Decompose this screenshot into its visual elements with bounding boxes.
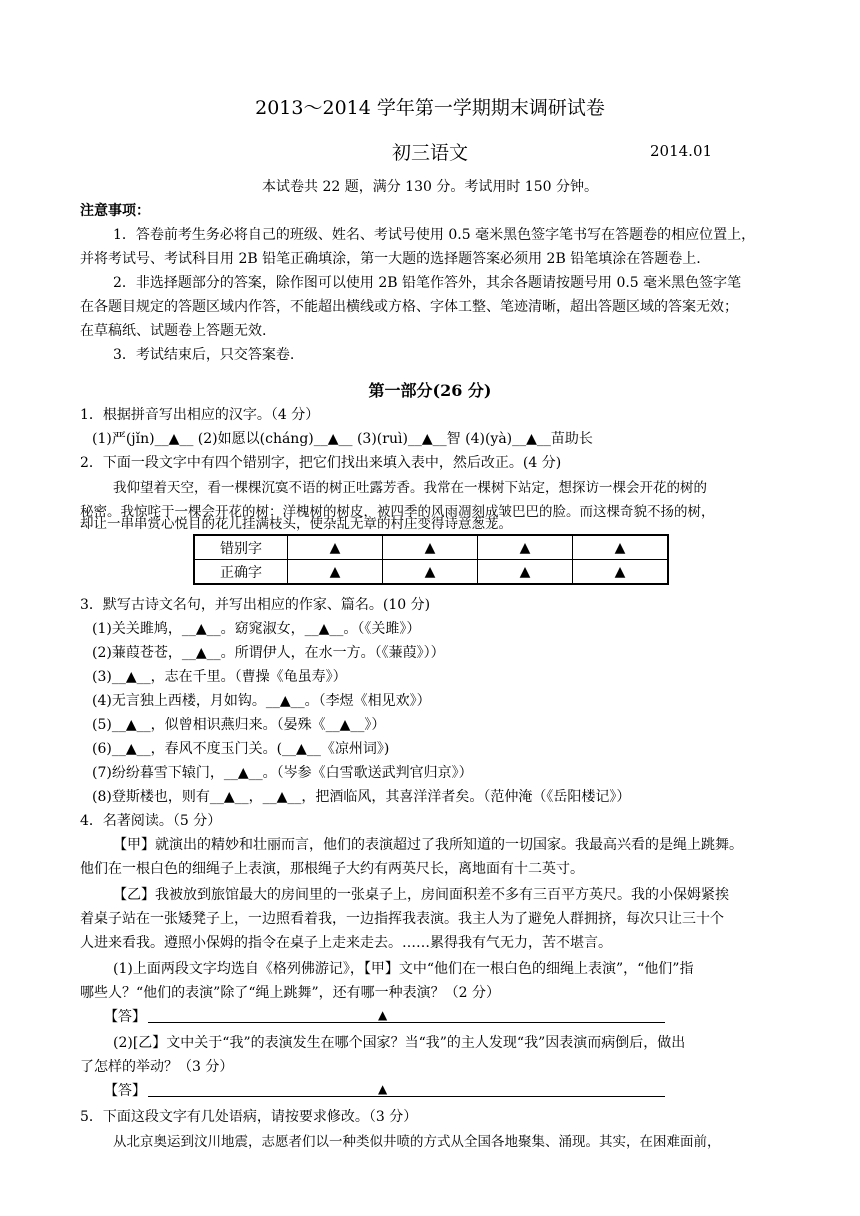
typo-row-label: 错别字 <box>194 535 288 560</box>
notice-line: 并将考试号、考试科目用 2B 铅笔正确填涂，第一大题的选择题答案必须用 2B 铅笔填涂在答题卷上. <box>80 251 701 267</box>
question-3-item: (5)__▲__，似曾相识燕归来。（晏殊《__▲__》） <box>92 717 386 733</box>
question-3-stem: 3．默写古诗文名句，并写出相应的作家、篇名。(10 分) <box>80 597 431 613</box>
answer-mark: ▲ <box>378 1008 388 1022</box>
answer-mark: ▲ <box>288 535 383 560</box>
question-3-item: (7)纷纷暮雪下辕门，__▲__。（岑参《白雪歌送武判官归京》） <box>92 765 473 781</box>
answer-label: 【答】 <box>104 1083 146 1099</box>
notice-line: 在各题目规定的答题区域内作答，不能超出横线或方格、字体工整、笔迹清晰，超出答题区域的答案无效； <box>80 299 738 315</box>
sub-question-1: (1)上面两段文字均选自《格列佛游记》，【甲】文中“他们在一根白色的细绳上表演”，“他们”指 <box>113 961 694 977</box>
sub-question-2: (2)[乙】文中关于“我”的表演发生在哪个国家？当“我”的主人发现“我”因表演而病倒后，做出 <box>113 1035 686 1051</box>
question-2-passage: 秘密。我惊咤于一棵会开花的树：洋槐树的树皮，被四季的风雨凋刻成皱巴巴的脸。而这棵奇貌不扬的树， <box>80 504 715 520</box>
passage-yi: 着桌子站在一张矮凳子上，一边照看着我，一边指挥我表演。我主人为了避免人群拥挤，每次只让三十个 <box>80 911 724 927</box>
answer-label: 【答】 <box>104 1009 146 1025</box>
question-3-item: (8)登斯楼也，则有__▲__，__▲__，把酒临风，其喜洋洋者矣。（范仲淹（《岳阳楼记》） <box>92 789 631 805</box>
exam-subject: 初三语文 <box>391 142 468 164</box>
notice-line: 在草稿纸、试题卷上答题无效. <box>80 323 267 339</box>
answer-mark: ▲ <box>478 560 573 585</box>
passage-jia: 【甲】就演出的精妙和壮丽而言，他们的表演超过了我所知道的一切国家。我最高兴看的是绳上跳舞。 <box>113 837 743 853</box>
question-3-item: (4)无言独上西楼，月如钩。__▲__。（李煜《相见欢》） <box>92 693 431 709</box>
passage-jia: 他们在一根白色的细绳子上表演，那根绳子大约有两英尺长，离地面有十二英寸。 <box>80 861 584 877</box>
notice-heading: 注意事项： <box>80 203 150 219</box>
question-2-stem: 2．下面一段文字中有四个错别字，把它们找出来填入表中，然后改正。(4 分) <box>80 455 562 471</box>
answer-mark: ▲ <box>573 535 669 560</box>
answer-mark: ▲ <box>378 1082 388 1096</box>
question-4-stem: 4．名著阅读。（5 分） <box>80 813 222 829</box>
section-title: 第一部分(26 分) <box>368 381 492 400</box>
answer-mark: ▲ <box>383 535 478 560</box>
passage-yi: 人进来看我。遵照小保姆的指令在桌子上走来走去。……累得我有气无力，苦不堪言。 <box>80 935 612 951</box>
question-5-passage: 从北京奥运到汶川地震，志愿者们以一种类似井喷的方式从全国各地聚集、涌现。其实，在困难面前， <box>113 1134 721 1150</box>
notice-line: 2．非选择题部分的答案，除作图可以使用 2B 铅笔作答外，其余各题请按题号用 0.5 毫米黑色签字笔 <box>113 275 742 291</box>
answer-mark: ▲ <box>478 535 573 560</box>
question-3-item: (1)关关雎鸠，__▲__。窈窕淑女，__▲__。（《关雎》） <box>92 621 421 637</box>
answer-mark: ▲ <box>573 560 669 585</box>
question-3-item: (2)蒹葭苍苍，__▲__。所谓伊人，在水一方。（《蒹葭》）） <box>92 645 445 661</box>
question-5-stem: 5．下面这段文字有几处语病，请按要求修改。（3 分） <box>80 1109 418 1125</box>
notice-line: 3．考试结束后，只交答案卷. <box>113 347 295 363</box>
sub-question-2: 了怎样的举动？（3 分） <box>80 1059 234 1075</box>
question-3-item: (3)__▲__，志在千里。（曹操《龟虽寿》） <box>92 669 347 685</box>
question-2-passage: 却让一串串赏心悦目的花儿挂满枝头，使杂乱无章的村庄变得诗意葱茏。 <box>80 516 512 532</box>
answer-mark: ▲ <box>383 560 478 585</box>
sub-question-1: 哪些人？“他们的表演”除了“绳上跳舞”，还有哪一种表演？（2 分） <box>80 985 500 1001</box>
passage-yi: 【乙】我被放到旅馆最大的房间里的一张桌子上，房间面积差不多有三百平方英尺。我的小保姆紧挨 <box>113 887 729 903</box>
exam-intro: 本试卷共 22 题，满分 130 分。考试用时 150 分钟。 <box>262 179 598 195</box>
typo-table <box>193 534 669 585</box>
question-1-items: (1)严(jǐn)__▲__ (2)如愿以(cháng)__▲__ (3)(ruì)__▲__智 (4)(yà)__▲__苗助长 <box>92 431 593 447</box>
notice-line: 1．答卷前考生务必将自己的班级、姓名、考试号使用 0.5 毫米黑色签字笔书写在答题卷的相应位置上， <box>113 227 756 243</box>
answer-line[interactable] <box>148 1022 665 1023</box>
answer-mark: ▲ <box>288 560 383 585</box>
exam-title: 2013～2014 学年第一学期期末调研试卷 <box>255 97 605 119</box>
correct-row-label: 正确字 <box>194 560 288 585</box>
answer-line[interactable] <box>148 1096 665 1097</box>
exam-date: 2014.01 <box>650 142 713 160</box>
question-3-item: (6)__▲__，春风不度玉门关。(__▲__《凉州词》) <box>92 741 390 757</box>
question-2-passage: 我仰望着天空，看一棵棵沉寞不语的树正吐露芳香。我常在一棵树下站定，想探访一棵会开花的树的 <box>113 480 707 496</box>
question-1-stem: 1．根据拼音写出相应的汉字。（4 分） <box>80 407 320 423</box>
